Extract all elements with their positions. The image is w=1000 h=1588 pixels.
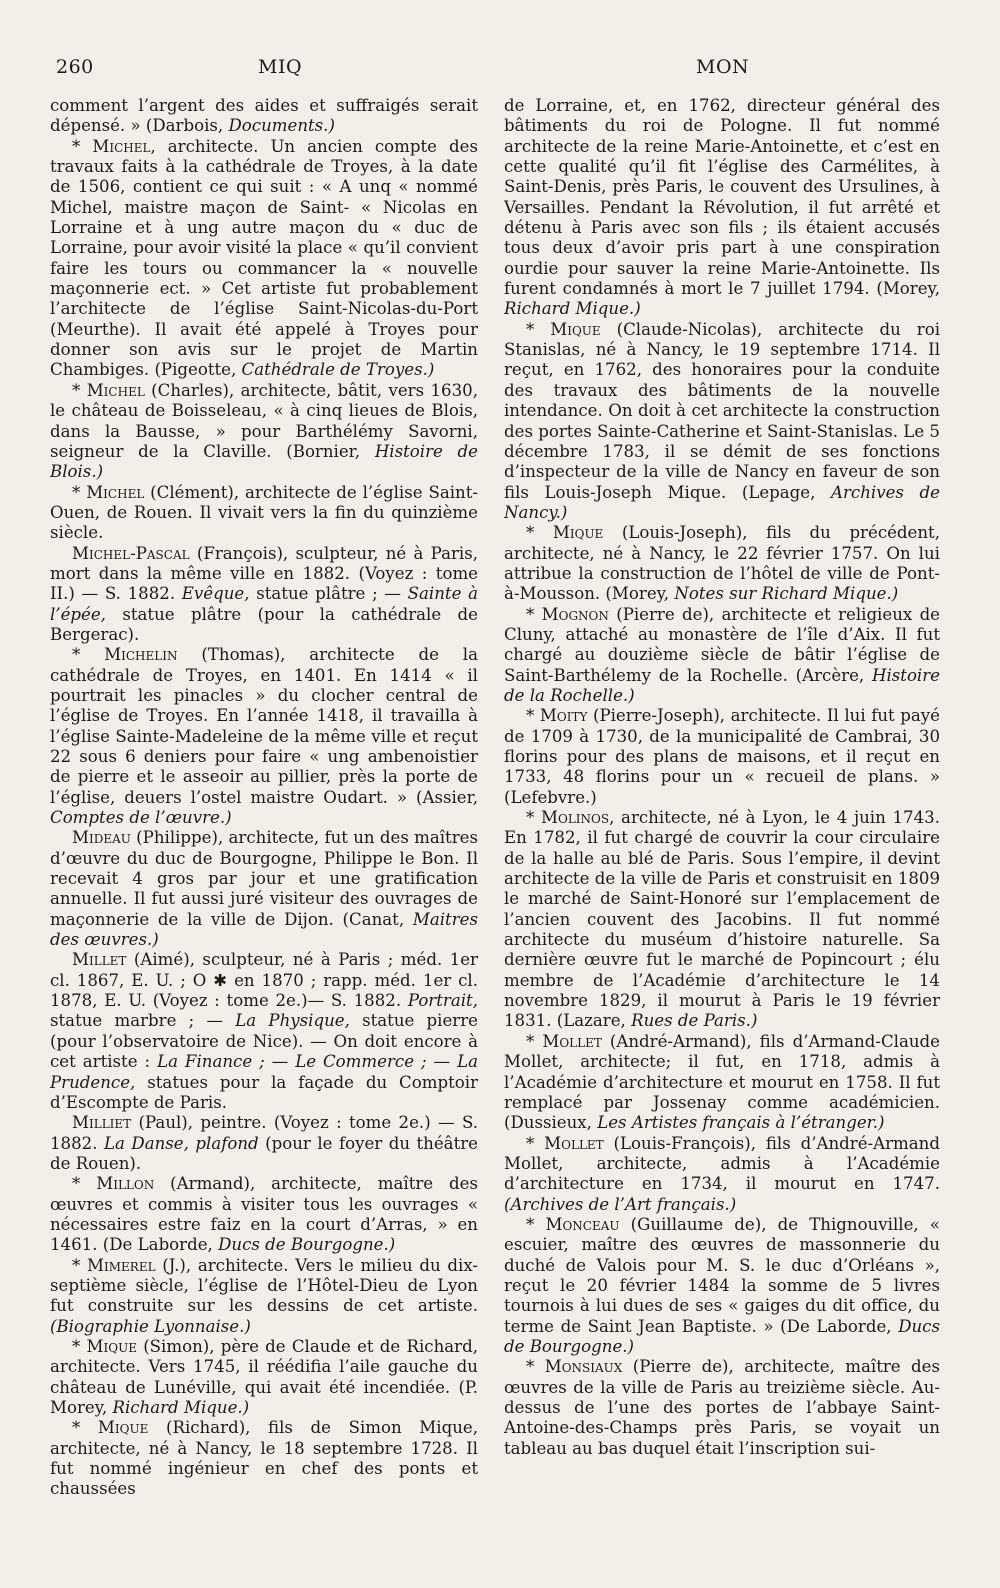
entry-name: Millon bbox=[96, 1174, 155, 1194]
entry-name: Mollet bbox=[542, 1031, 602, 1051]
continued-paragraph: de Lorraine, et, en 1762, directeur général des bâtiments du roi de Pologne. Il fut nommé architecte de la reine Marie-Antoinette, et c’est en cette qualité qu’il fit l’église des Carmélites, à Saint-Denis, près Paris, le couvent des Ursulines, à Versailles. Pendant la Révolution, il fut arrêté et détenu à Paris avec son fils ; ils étaient accusés tous deux d’avoir pris part à une conspiration ourdie pour sauver la reine Marie-Antoinette. Ils furent condamnés à mort le 7 juillet 1794. (Morey, Richard Mique.) bbox=[504, 96, 940, 319]
entry-name: Mique bbox=[552, 523, 604, 543]
entry-mique-claude-nicolas: * Mique (Claude-Nicolas), architecte du roi Stanislas, né à Nancy, le 19 septembre 1714. Il reçut, en 1762, des honoraires pour la conduite des travaux des bâtiments de la nouvelle intendance. On doit à cet architecte la construction des portes Sainte-Catherine et Saint-Stanislas. Le 5 décembre 1783, il se démit de ses fonctions d’inspecteur de la ville de Nancy en faveur de son fils Louis-Joseph Mique. (Lepage, Archives de Nancy.) bbox=[504, 319, 940, 522]
entry-name: Monceau bbox=[545, 1214, 620, 1234]
entry-name: Michel-Pascal bbox=[72, 543, 190, 563]
left-running-head: MIQ bbox=[258, 56, 303, 78]
entry-name: Mimerel bbox=[87, 1255, 156, 1275]
entry-mollet-andre-armand: * Mollet (André-Armand), fils d’Armand-Claude Mollet, architecte; il fut, en 1718, admis à l’Académie d’architecture et mourut en 1758. Il fut remplacé par Jossenay comme académicien. (Dussieux, Les Artistes français à l’étranger.) bbox=[504, 1031, 940, 1133]
running-header bbox=[56, 56, 952, 86]
entry-michel-pascal: Michel-Pascal (François), sculpteur, né à Paris, mort dans la même ville en 1882. (Voyez : tome II.) — S. 1882. Evêque, statue plâtre ; — Sainte à l’épée, statue plâtre (pour la cathédrale de Bergerac). bbox=[50, 543, 478, 644]
entry-mognon: * Mognon (Pierre de), architecte et religieux de Cluny, attaché au monastère de l’île d’Aix. Il fut chargé au douzième siècle de bâtir l’église de Saint-Barthélemy de la Rochelle. (Arcère, Histoire de la Rochelle.) bbox=[504, 604, 940, 705]
entry-molinos: * Molinos, architecte, né à Lyon, le 4 juin 1743. En 1782, il fut chargé de couvrir la cour circulaire de la halle au blé de Paris. Sous l’empire, il devint architecte de la ville de Paris et construisit en 1809 le marché de Saint-Honoré sur l’emplacement de l’ancien couvent des Jacobins. Il fut nommé architecte du muséum d’histoire naturelle. Sa dernière œuvre fut le marché de Popincourt ; élu membre de l’Académie d’architecture le 14 novembre 1829, il mourut à Paris le 19 février 1831. (Lazare, Rues de Paris.) bbox=[504, 808, 940, 1031]
entry-monceau: * Monceau (Guillaume de), de Thignouville, « escuier, maître des œuvres de massonnerie du duché de Valois pour M. S. le duc d’Orléans », reçut le 20 février 1484 la somme de 5 livres tournois à lui dues de ses « gaiges du dit office, du terme de Saint Jean Baptiste. » (De Laborde, Ducs de Bourgogne.) bbox=[504, 1214, 940, 1356]
entry-name: Michelin bbox=[104, 645, 178, 665]
entry-mique-simon: * Mique (Simon), père de Claude et de Richard, architecte. Vers 1745, il réédifia l’aile gauche du château de Lunéville, qui avait été incendiée. (P. Morey, Richard Mique.) bbox=[50, 1336, 478, 1417]
entry-name: Mique bbox=[550, 319, 601, 339]
entry-millet: Millet (Aimé), sculpteur, né à Paris ; méd. 1er cl. 1867, E. U. ; O ✱ en 1870 ; rapp. méd. 1er cl. 1878, E. U. (Voyez : tome 2e.)— S. 1882. Portrait, statue marbre ; — La Physique, statue pierre (pour l’observatoire de Nice). — On doit encore à cet artiste : La Finance ; — Le Commerce ; — La Prudence, statues pour la façade du Comptoir d’Escompte de Paris. bbox=[50, 950, 478, 1112]
page-number: 260 bbox=[56, 56, 94, 78]
entry-name: Michel bbox=[86, 482, 145, 502]
entry-millon: * Millon (Armand), architecte, maître des œuvres et commis à visiter tous les ouvrages « nécessaires estre faiz en la court d’Arras, » en 1461. (De Laborde, Ducs de Bourgogne.) bbox=[50, 1174, 478, 1255]
entry-michel-charles: * Michel (Charles), architecte, bâtit, vers 1630, le château de Boisseleau, « à cinq lieues de Blois, dans la Bausse, » pour Barthélémy Savorni, seigneur de la Claville. (Bornier, Histoire de Blois.) bbox=[50, 380, 478, 482]
entry-moity: * Moity (Pierre-Joseph), architecte. Il lui fut payé de 1709 à 1730, de la municipalité de Cambrai, 30 florins pour des plans de maisons, et il reçut en 1733, 48 florins pour un « recueil de plans. » (Lefebvre.) bbox=[504, 706, 940, 807]
entry-milliet: Milliet (Paul), peintre. (Voyez : tome 2e.) — S. 1882. La Danse, plafond (pour le foyer du théâtre de Rouen). bbox=[50, 1113, 478, 1173]
entry-name: Mique bbox=[97, 1418, 149, 1438]
entry-monsiaux: * Monsiaux (Pierre de), architecte, maître des œuvres de la ville de Paris au treizième siècle. Au-dessus de l’une des portes de l’abbaye Saint-Antoine-des-Champs près Paris, se voyait un tableau au bas duquel était l’inscription sui- bbox=[504, 1357, 940, 1458]
entry-michel-clement: * Michel (Clément), architecte de l’église Saint-Ouen, de Rouen. Il vivait vers la fin du quinzième siècle. bbox=[50, 482, 478, 543]
entry-name: Mique bbox=[86, 1336, 137, 1356]
right-column bbox=[504, 96, 940, 1566]
entry-mique-richard: * Mique (Richard), fils de Simon Mique, architecte, né à Nancy, le 18 septembre 1728. Il fut nommé ingénieur en chef des ponts et chaussées bbox=[50, 1418, 478, 1499]
entry-mique-louis-joseph: * Mique (Louis-Joseph), fils du précédent, architecte, né à Nancy, le 22 février 1757. On lui attribue la construction de l’hôtel de ville de Pont-à-Mousson. (Morey, Notes sur Richard Mique.) bbox=[504, 523, 940, 604]
entry-michelin: * Michelin (Thomas), architecte de la cathédrale de Troyes, en 1401. En 1414 « il pourtrait les pinacles » du clocher central de l’église de Troyes. En l’année 1418, il travailla à l’église Sainte-Madeleine de la même ville et reçut 22 sous 6 deniers pour faire « ung ambenoistier de pierre et le asseoir au pillier, près la porte de l’église, deuers l’ostel maistre Oudart. » (Assier, Comptes de l’œuvre.) bbox=[50, 645, 478, 828]
entry-name: Mognon bbox=[541, 604, 609, 624]
entry-name: Molinos bbox=[540, 808, 610, 828]
entry-mimerel: * Mimerel (J.), architecte. Vers le milieu du dix-septième siècle, l’église de l’Hôtel-Dieu de Lyon fut construite sur les dessins de cet artiste. (Biographie Lyonnaise.) bbox=[50, 1255, 478, 1336]
entry-mollet-louis-francois: * Mollet (Louis-François), fils d’André-Armand Mollet, architecte, admis à l’Académie d’architecture en 1734, il mourut en 1747. (Archives de l’Art français.) bbox=[504, 1133, 940, 1214]
entry-name: Millet bbox=[72, 950, 127, 970]
entry-name: Mideau bbox=[72, 828, 131, 848]
continued-paragraph: comment l’argent des aides et suffraigés serait dépensé. » (Darbois, Documents.) bbox=[50, 96, 478, 136]
entry-name: Milliet bbox=[72, 1113, 132, 1133]
entry-michel: * Michel, architecte. Un ancien compte des travaux faits à la cathédrale de Troyes, à la date de 1506, contient ce qui suit : « A unq « nommé Michel, maistre maçon de Saint- « Nicolas en Lorraine et à ung autre maçon du « duc de Lorraine, pour avoir visité la place « qu’il convient faire les tours ou commancer la « nouvelle maçonnerie ect. » Cet artiste fut probablement l’architecte de l’église Saint-Nicolas-du-Port (Meurthe). Il avait été appelé à Troyes pour donner son avis sur le projet de Martin Chambiges. (Pigeotte, Cathédrale de Troyes.) bbox=[50, 136, 478, 380]
entry-name: Michel bbox=[92, 136, 151, 156]
left-column bbox=[50, 96, 478, 1546]
entry-name: Monsiaux bbox=[544, 1357, 623, 1377]
entry-mideau: Mideau (Philippe), architecte, fut un des maîtres d’œuvre du duc de Bourgogne, Philippe le Bon. Il recevait 4 gros par jour et une gratification annuelle. Il fut aussi juré visiteur des ouvrages de maçonnerie de la ville de Dijon. (Canat, Maitres des œuvres.) bbox=[50, 828, 478, 950]
entry-name: Mollet bbox=[544, 1133, 604, 1153]
entry-name: Michel bbox=[86, 380, 145, 400]
entry-name: Moity bbox=[539, 706, 588, 726]
right-running-head: MON bbox=[696, 56, 750, 78]
